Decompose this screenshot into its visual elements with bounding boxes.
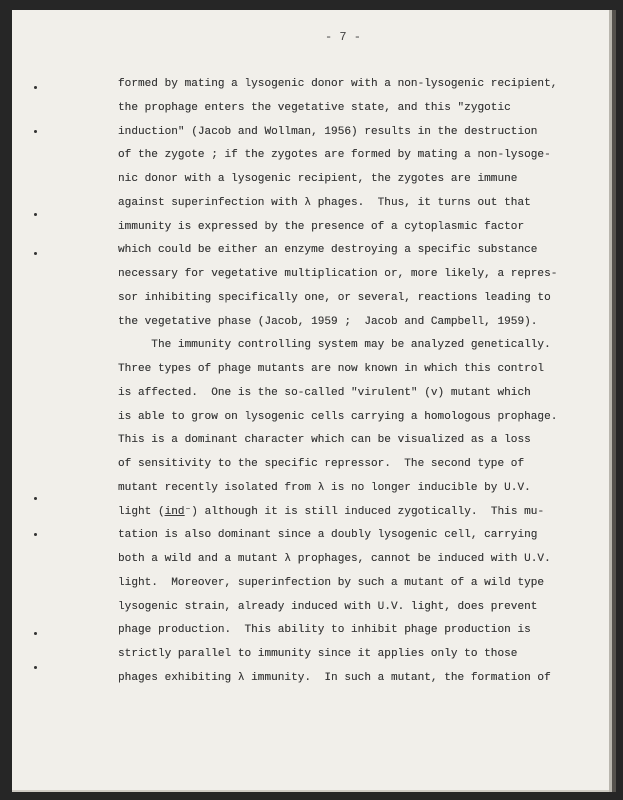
text-line: This is a dominant character which can be visualized as a loss	[118, 434, 531, 447]
text-line: tation is also dominant since a doubly lysogenic cell, carrying	[118, 529, 538, 542]
text-line: of sensitivity to the specific repressor. The second type of	[118, 458, 525, 470]
text-line: mutant recently isolated from λ is no longer inducible by U.V.	[118, 481, 531, 494]
text-segment: ) although it is still induced zygotically. This mu-	[191, 505, 545, 518]
text-line: against superinfection with λ phages. Thus, it turns out that	[118, 196, 531, 209]
text-line: is affected. One is the so-called "virulent" (v) mutant which	[118, 386, 531, 399]
page-edge	[612, 10, 616, 792]
ind-underlined: ind	[164, 505, 185, 518]
text-line: phages exhibiting λ immunity. In such a mutant, the formation of	[118, 671, 551, 684]
margin-mark	[34, 252, 37, 255]
text-line: the prophage enters the vegetative state, and this "zygotic	[118, 101, 511, 114]
margin-mark	[34, 130, 37, 133]
margin-mark	[34, 533, 37, 536]
superscript-minus: ⁻	[184, 505, 192, 518]
text-segment: light (	[118, 505, 165, 518]
text-line: which could be either an enzyme destroying a specific substance	[118, 244, 538, 257]
text-line: the vegetative phase (Jacob, 1959 ; Jacob and Campbell, 1959).	[118, 315, 538, 328]
text-line: The immunity controlling system may be analyzed genetically.	[118, 339, 551, 352]
text-line: Three types of phage mutants are now known in which this control	[118, 363, 545, 375]
text-line: induction" (Jacob and Wollman, 1956) results in the destruction	[118, 125, 538, 138]
margin-mark	[34, 666, 37, 669]
text-line: of the zygote ; if the zygotes are formed by mating a non-lysoge-	[118, 149, 551, 162]
text-line: lysogenic strain, already induced with U.V. light, does prevent	[118, 600, 538, 613]
text-line: necessary for vegetative multiplication or, more likely, a repres-	[118, 268, 558, 280]
margin-mark	[34, 213, 37, 216]
text-line: strictly parallel to immunity since it applies only to those	[118, 648, 518, 660]
document-body	[118, 73, 557, 691]
text-line-ind	[118, 501, 557, 525]
text-line: nic donor with a lysogenic recipient, the zygotes are immune	[118, 173, 518, 185]
margin-mark	[34, 497, 37, 500]
text-line: sor inhibiting specifically one, or several, reactions leading to	[118, 291, 551, 304]
text-line: both a wild and a mutant λ prophages, cannot be induced with U.V.	[118, 553, 551, 565]
text-line: light. Moreover, superinfection by such a mutant of a wild type	[118, 576, 545, 589]
text-line: immunity is expressed by the presence of a cytoplasmic factor	[118, 220, 525, 233]
page-number: - 7 -	[325, 30, 362, 44]
text-line: formed by mating a lysogenic donor with a non-lysogenic recipient,	[118, 78, 558, 90]
text-line: phage production. This ability to inhibit phage production is	[118, 624, 531, 637]
margin-mark	[34, 86, 37, 89]
margin-mark	[34, 632, 37, 635]
text-line: is able to grow on lysogenic cells carrying a homologous prophage.	[118, 410, 558, 423]
